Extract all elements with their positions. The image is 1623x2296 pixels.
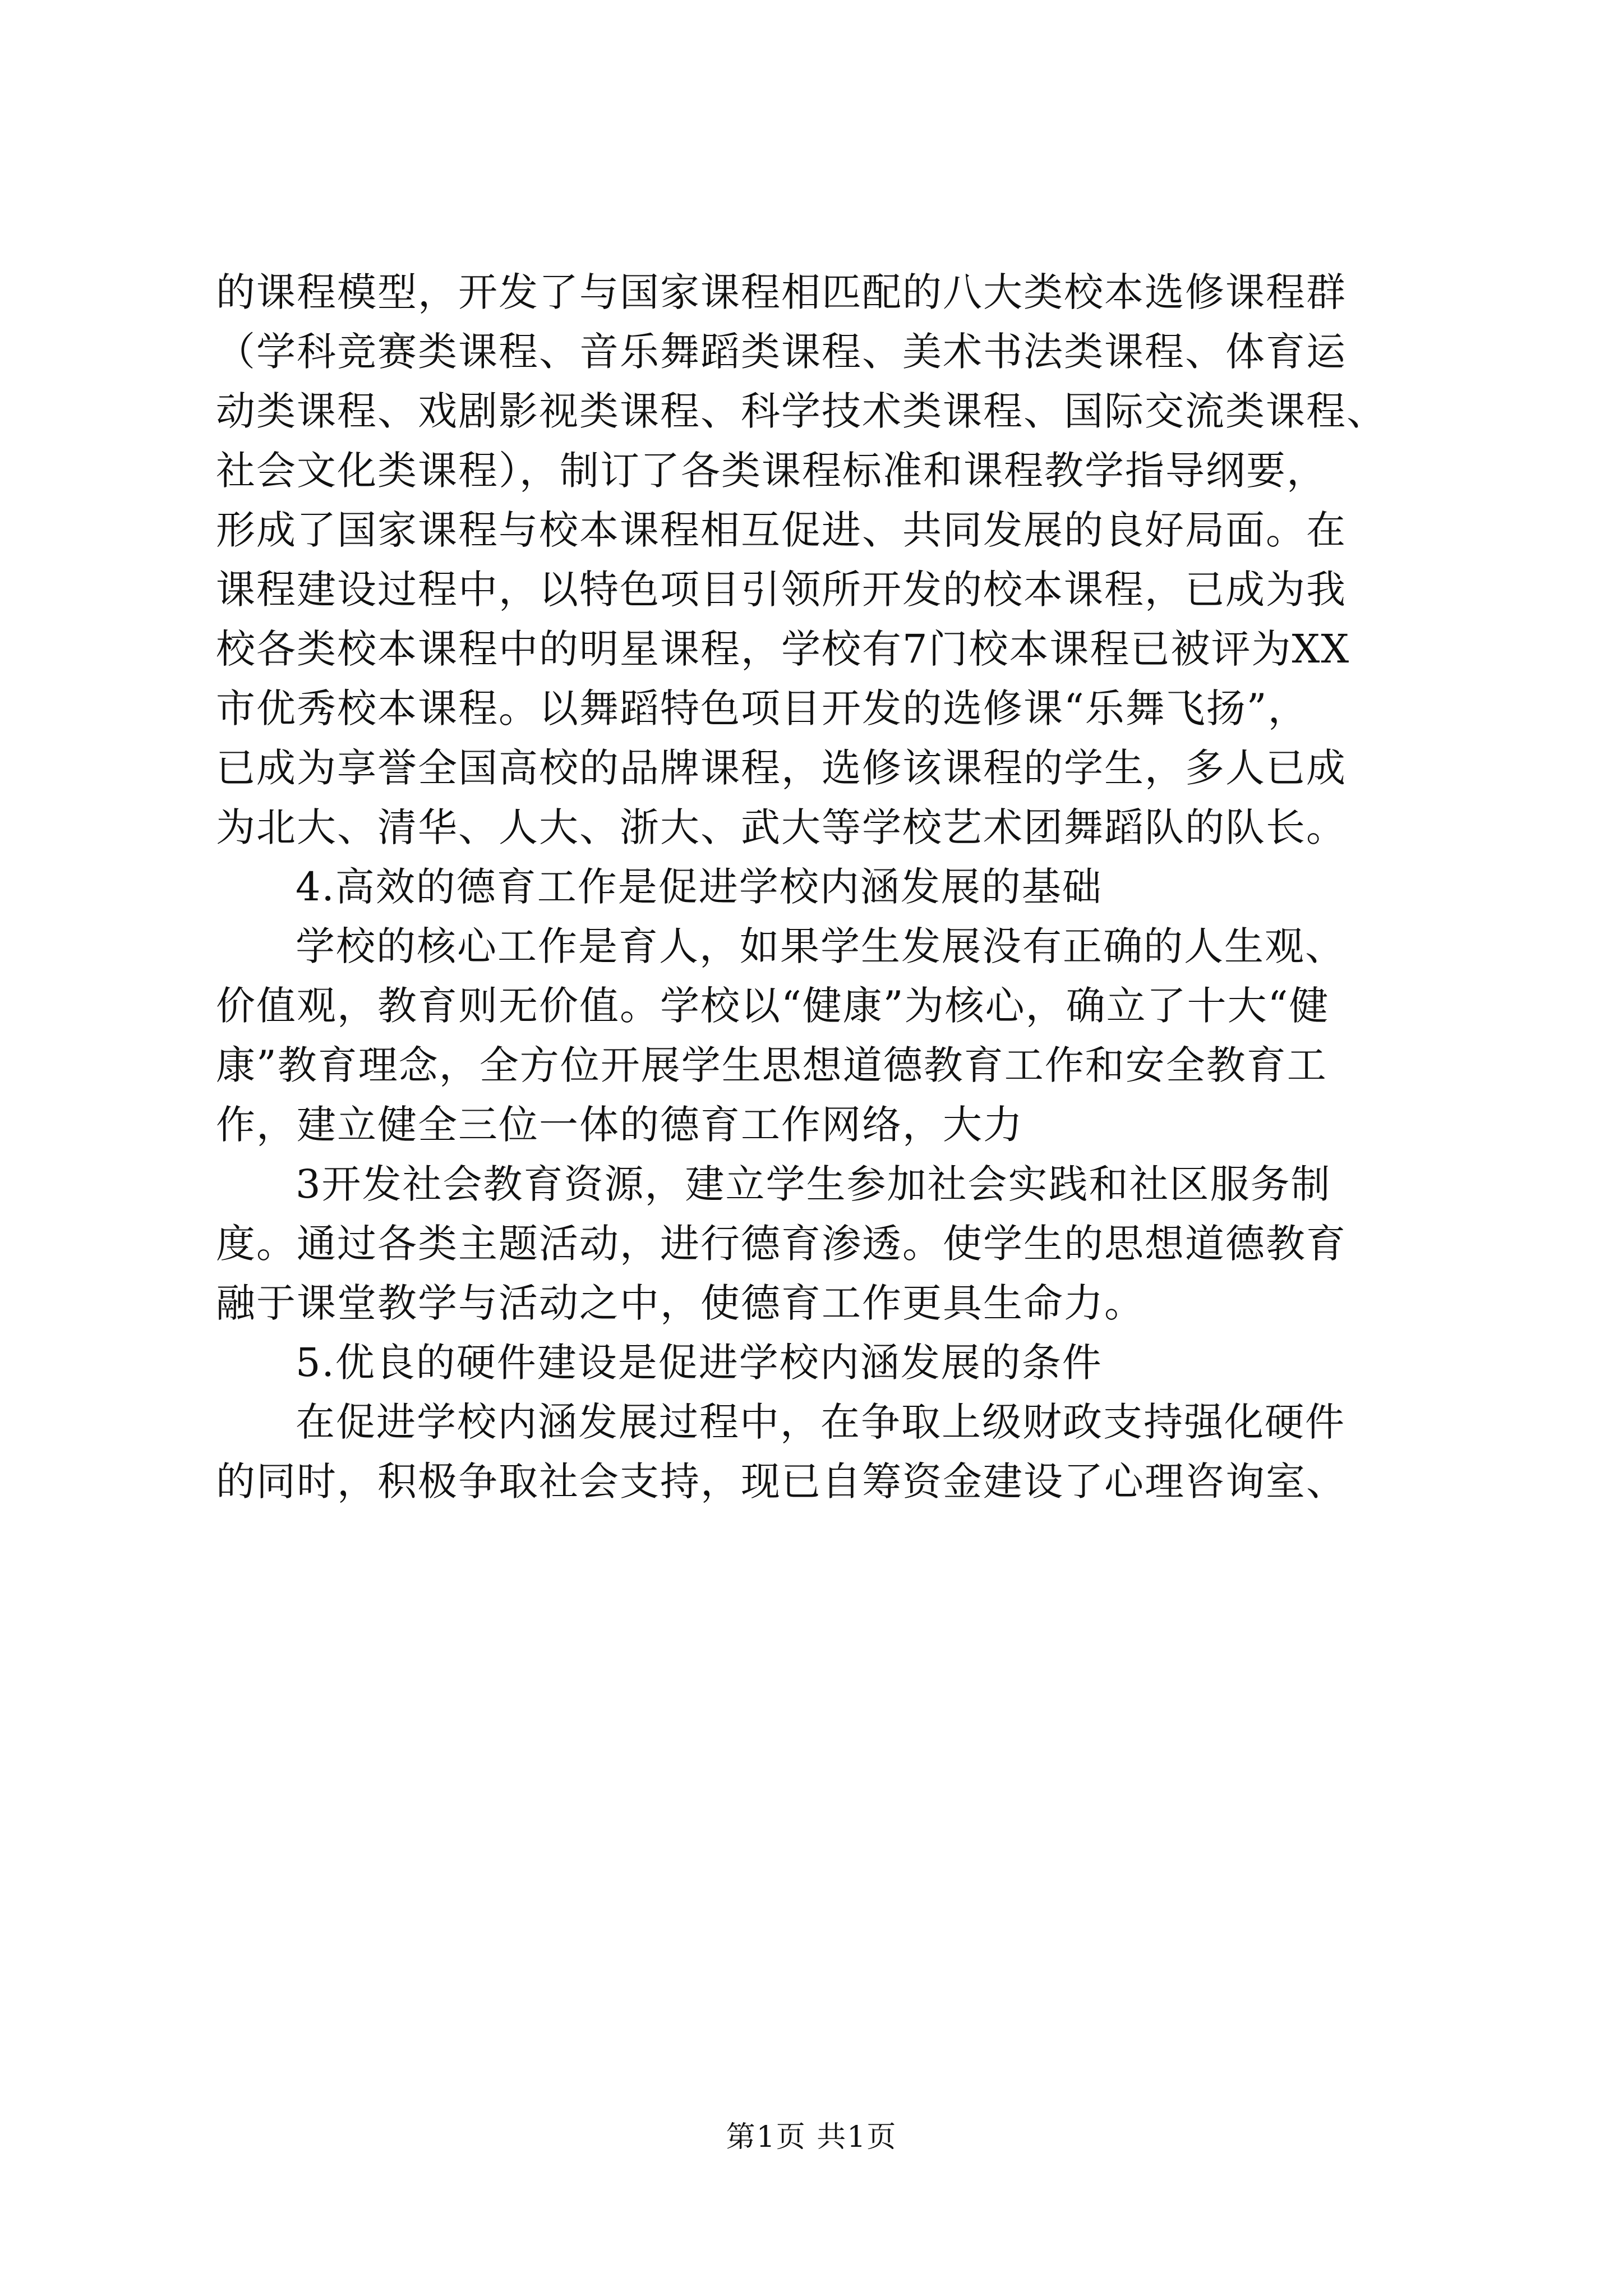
paragraph-line: 价值观，教育则无价值。学校以“健康”为核心，确立了十大“健 [216,983,1330,1029]
paragraph-line: 度。通过各类主题活动，进行德育渗透。使学生的思想道德教育 [216,1221,1347,1267]
paragraph-line: 为北大、清华、人大、浙大、武大等学校艺术团舞蹈队的队长。 [216,804,1347,850]
paragraph-line: 社会文化类课程），制订了各类课程标准和课程教学指导纲要， [216,448,1327,494]
paragraph-line: 动类课程、戏剧影视类课程、科学技术类课程、国际交流类课程、 [216,388,1387,434]
paragraph-line: 的同时，积极争取社会支持，现已自筹资金建设了心理咨询室、 [216,1458,1347,1504]
section-heading: 4.高效的德育工作是促进学校内涵发展的基础 [296,864,1103,910]
paragraph-line: 已成为享誉全国高校的品牌课程，选修该课程的学生，多人已成 [216,745,1347,791]
paragraph-line: 作，建立健全三位一体的德育工作网络，大力 [216,1102,1023,1148]
paragraph-line: 形成了国家课程与校本课程相互促进、共同发展的良好局面。在 [216,507,1347,553]
paragraph-line: 在促进学校内涵发展过程中，在争取上级财政支持强化硬件 [296,1399,1345,1445]
paragraph-line: 融于课堂教学与活动之中，使德育工作更具生命力。 [216,1280,1145,1326]
page-number-footer: 第1页 共1页 [726,2120,897,2154]
paragraph-line: 市优秀校本课程。以舞蹈特色项目开发的选修课“乐舞飞扬”， [216,685,1308,731]
paragraph-line: 课程建设过程中，以特色项目引领所开发的校本课程，已成为我 [216,567,1347,613]
paragraph-line: （学科竞赛类课程、音乐舞蹈类课程、美术书法类课程、体育运 [216,329,1347,375]
paragraph-line: 3开发社会教育资源，建立学生参加社会实践和社区服务制 [296,1161,1331,1207]
paragraph-line: 校各类校本课程中的明星课程，学校有7门校本课程已被评为XX [216,626,1350,672]
paragraph-line: 康”教育理念，全方位开展学生思想道德教育工作和安全教育工 [216,1042,1327,1088]
document-body [216,263,1427,1511]
paragraph-line: 学校的核心工作是育人，如果学生发展没有正确的人生观、 [296,923,1345,969]
section-heading: 5.优良的硬件建设是促进学校内涵发展的条件 [296,1340,1103,1386]
paragraph-line: 的课程模型，开发了与国家课程相匹配的八大类校本选修课程群 [216,269,1347,315]
